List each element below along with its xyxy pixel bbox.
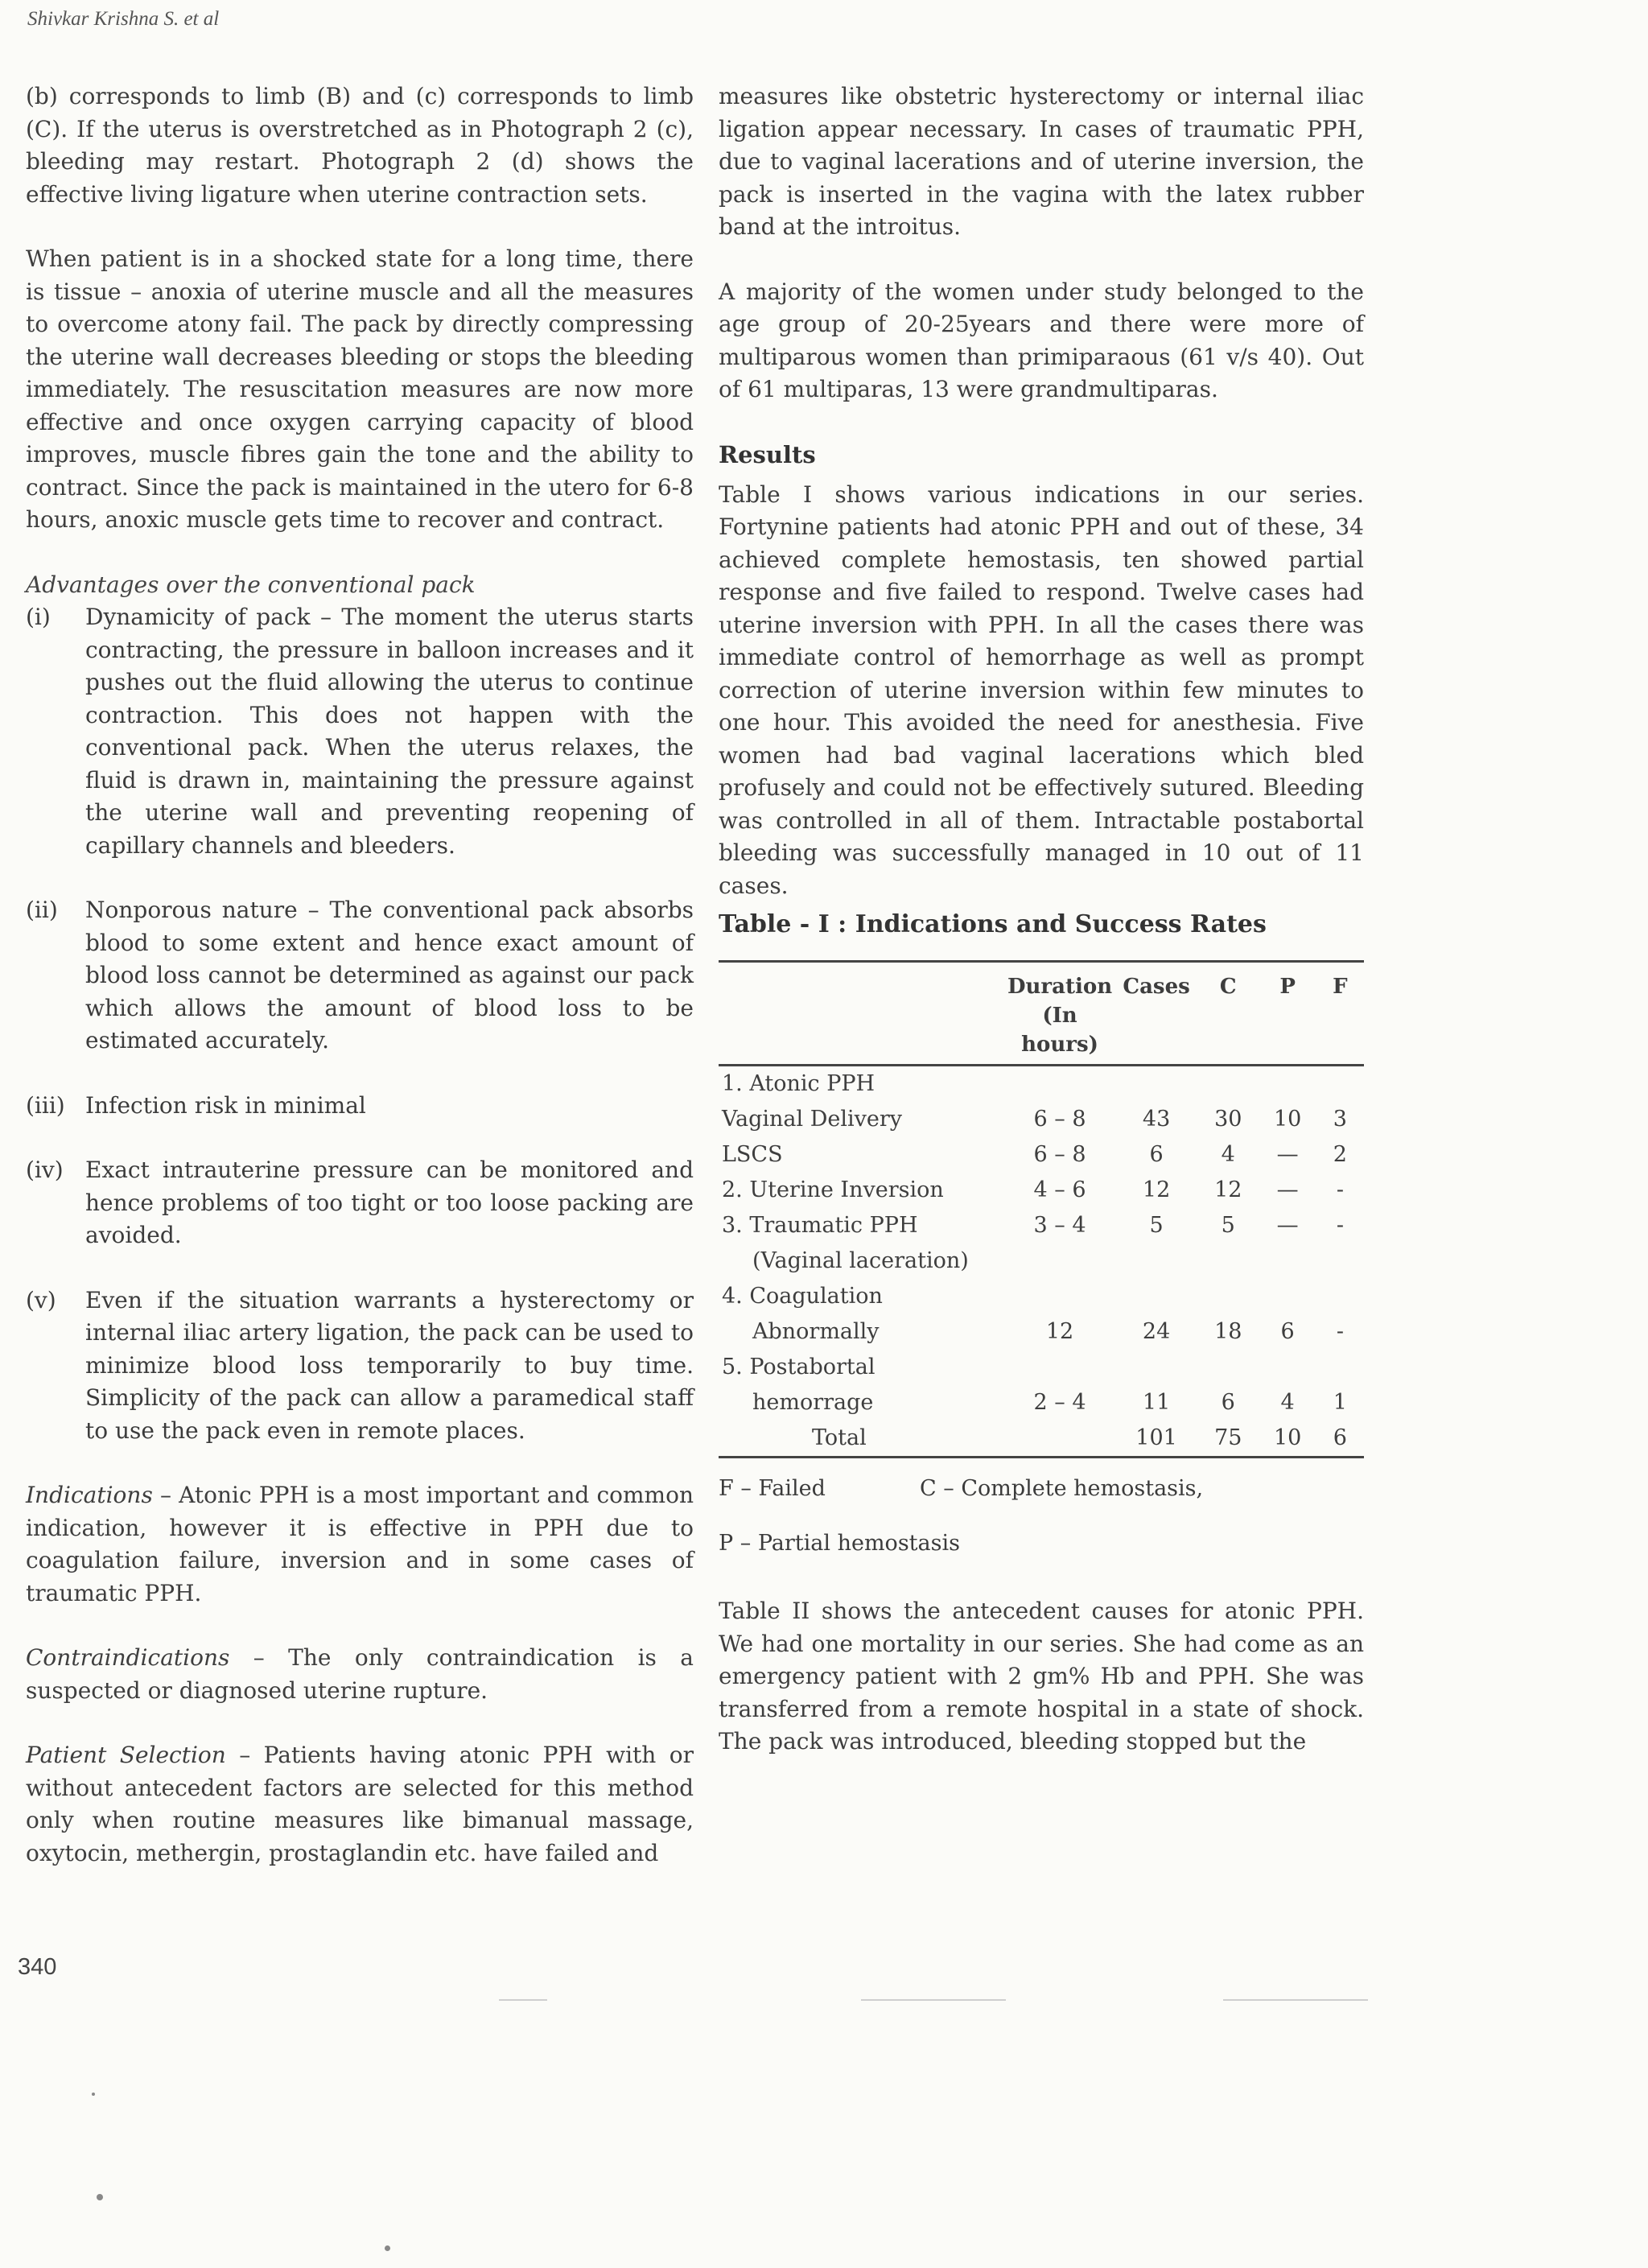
table-cell-duration: 2 – 4 — [1033, 1390, 1086, 1415]
list-text: Nonporous nature – The conventional pack absorbs blood to some extent and hence exact amount of blood loss cannot be determined as against our pack which allows the amount of blood loss to be estimated accurately. — [85, 897, 694, 1054]
list-number: (v) — [26, 1286, 56, 1313]
footer-rule — [499, 1999, 547, 2001]
table-cell-p: — — [1276, 1213, 1299, 1238]
legend-complete: C – Complete hemostasis, — [920, 1476, 1204, 1501]
table-cell-f: 6 — [1333, 1425, 1347, 1450]
table-cell-duration — [1004, 1243, 1115, 1279]
table-cell-label: Total — [812, 1425, 867, 1450]
indications-text: – Atonic PPH is a most important and common indication, however it is effective in PPH due to coagulation failure, inversion and in some cases of traumatic PPH. — [26, 1482, 694, 1606]
footer-rule — [1223, 1999, 1368, 2001]
header-p: P — [1259, 962, 1316, 1066]
table-cell-f — [1316, 1279, 1364, 1314]
table-cell-c — [1197, 1279, 1259, 1314]
table-cell-label: (Vaginal laceration) — [752, 1248, 969, 1273]
table-cell-cases: 5 — [1149, 1213, 1164, 1238]
table-cell-label: 3. Traumatic PPH — [722, 1213, 918, 1238]
list-item — [26, 1285, 694, 1448]
scan-speck — [97, 2194, 103, 2200]
table-cell-c: 12 — [1214, 1177, 1242, 1202]
legend-partial: P – Partial hemostasis — [719, 1531, 960, 1556]
table-cell-duration — [1004, 1279, 1115, 1314]
table-cell-duration: 3 – 4 — [1033, 1213, 1086, 1238]
table-header-row — [719, 962, 1364, 1066]
table-cell-f: 1 — [1333, 1390, 1347, 1415]
table-cell-duration — [1004, 1066, 1115, 1103]
table-cell-label: 5. Postabortal — [722, 1355, 876, 1379]
table-row — [719, 1279, 1364, 1314]
table-cell-p — [1259, 1066, 1316, 1103]
list-item — [26, 894, 694, 1058]
table-cell-c: 4 — [1221, 1142, 1235, 1167]
table-cell-label: Vaginal Delivery — [722, 1107, 903, 1132]
contraindications-text: – The only contraindication is a suspected or diagnosed uterine rupture. — [26, 1644, 694, 1704]
table-total-row — [719, 1421, 1364, 1458]
right-paragraph-last: Table II shows the antecedent causes for atonic PPH. We had one mortality in our series. She had come as an emergency patient with 2 gm% Hb and PPH. She was transferred from a remote hospital in a state of shock. The pack was introduced, bleeding stopped but the — [719, 1598, 1364, 1755]
right-column — [719, 80, 1364, 1759]
table-cell-cases: 12 — [1142, 1177, 1171, 1202]
table-cell-c — [1197, 1066, 1259, 1103]
list-item — [26, 1154, 694, 1252]
results-heading: Results — [719, 440, 816, 468]
left-paragraph-1: (b) corresponds to limb (B) and (c) corresponds to limb (C). If the uterus is overstretched as in Photograph 2 (c), bleeding may restart. Photograph 2 (d) shows the effective living ligature when uterine contraction sets. — [26, 83, 694, 208]
table-cell-f: - — [1336, 1177, 1344, 1202]
table-cell-cases: 101 — [1135, 1425, 1177, 1450]
advantages-heading: Advantages over the conventional pack — [26, 571, 476, 598]
list-item — [26, 1090, 694, 1123]
table-row — [719, 1243, 1364, 1279]
table-cell-p — [1259, 1279, 1316, 1314]
table-cell-p: 10 — [1273, 1425, 1302, 1450]
table-cell-c: 75 — [1214, 1425, 1242, 1450]
table-cell-p: — — [1276, 1142, 1299, 1167]
table-cell-duration — [1004, 1350, 1115, 1385]
header-indication — [719, 962, 1004, 1066]
table-cell-f: 2 — [1333, 1142, 1347, 1167]
table-row — [719, 1314, 1364, 1350]
table-cell-p: 4 — [1280, 1390, 1295, 1415]
table-cell-label: hemorrage — [752, 1390, 874, 1415]
table-row — [719, 1137, 1364, 1173]
table-cell-p — [1259, 1243, 1316, 1279]
table-cell-f: - — [1336, 1213, 1344, 1238]
table-row — [719, 1173, 1364, 1208]
table-row — [719, 1102, 1364, 1137]
left-column — [26, 80, 694, 1870]
patient-selection-paragraph — [26, 1739, 694, 1870]
advantages-list — [26, 601, 694, 1447]
header-cases: Cases — [1115, 962, 1197, 1066]
list-text: Dynamicity of pack – The moment the uterus starts contracting, the pressure in balloon increases and it pushes out the fluid allowing the uterus to continue contraction. This does not happen with the conventional pack. When the uterus relaxes, the fluid is drawn in, maintaining the pressure against the uterine wall and preventing reopening of capillary channels and bleeders. — [85, 604, 694, 859]
indications-paragraph — [26, 1479, 694, 1610]
table-cell-f: 3 — [1333, 1107, 1347, 1132]
table-body — [719, 1066, 1364, 1458]
table-row — [719, 1350, 1364, 1385]
header-c: C — [1197, 962, 1259, 1066]
table-row — [719, 1066, 1364, 1103]
page-number: 340 — [18, 1954, 57, 1980]
table-row — [719, 1208, 1364, 1243]
list-number: (ii) — [26, 897, 58, 923]
table-row — [719, 1385, 1364, 1421]
indications-table — [719, 960, 1364, 1458]
table-cell-c: 30 — [1214, 1107, 1242, 1132]
right-paragraph-2: A majority of the women under study belonged to the age group of 20-25years and there were more of multiparous women than primiparaous (61 v/s 40). Out of 61 multiparas, 13 were grandmultiparas. — [719, 278, 1364, 402]
footer-rule — [861, 1999, 1006, 2001]
table-cell-cases: 11 — [1142, 1390, 1171, 1415]
table-cell-c: 5 — [1221, 1213, 1235, 1238]
legend-failed: F – Failed — [719, 1476, 826, 1501]
patient-selection-label: Patient Selection — [26, 1742, 226, 1768]
table-cell-f — [1316, 1350, 1364, 1385]
header-duration-unit: (In hours) — [1021, 1004, 1098, 1057]
table-cell-c: 18 — [1214, 1319, 1242, 1344]
table-cell-p: — — [1276, 1177, 1299, 1202]
table-cell-duration: 6 – 8 — [1033, 1142, 1086, 1167]
table-cell-cases — [1115, 1350, 1197, 1385]
contraindications-label: Contraindications — [26, 1644, 230, 1671]
table-cell-c — [1197, 1243, 1259, 1279]
table-legend — [719, 1473, 1364, 1560]
table-cell-p — [1259, 1350, 1316, 1385]
table-title: Table - I : Indications and Success Rates — [719, 910, 1267, 938]
table-cell-c: 6 — [1221, 1390, 1235, 1415]
table-cell-duration: 6 – 8 — [1033, 1107, 1086, 1132]
table-cell-label: 4. Coagulation — [722, 1284, 883, 1309]
table-cell-cases — [1115, 1066, 1197, 1103]
table-cell-f — [1316, 1243, 1364, 1279]
running-head: Shivkar Krishna S. et al — [27, 8, 220, 30]
table-cell-duration: 4 – 6 — [1033, 1177, 1086, 1202]
list-number: (i) — [26, 604, 51, 630]
list-number: (iv) — [26, 1157, 64, 1183]
table-cell-cases — [1115, 1243, 1197, 1279]
table-cell-cases — [1115, 1279, 1197, 1314]
indications-label: Indications — [26, 1482, 153, 1508]
table-cell-c — [1197, 1350, 1259, 1385]
list-text: Even if the situation warrants a hysterectomy or internal iliac artery ligation, the pack can be used to minimize blood loss temporarily to buy time. Simplicity of the pack can allow a paramedical staff to use the pack even in remote places. — [85, 1286, 694, 1444]
results-paragraph: Table I shows various indications in our series. Fortynine patients had atonic PPH and out of these, 34 achieved complete hemostasis, ten showed partial response and five failed to respond. Twelve cases had uterine inversion with PPH. In all the cases there was immediate control of hemorrhage as well as prompt correction of uterine inversion within few minutes to one hour. This avoided the need for anesthesia. Five women had bad vaginal lacerations which bled profusely and could not be effectively sutured. Bleeding was controlled in all of them. Intractable postabortal bleeding was successfully managed in 10 out of 11 cases. — [719, 480, 1364, 899]
table-cell-label: LSCS — [722, 1142, 783, 1167]
table-cell-duration: 12 — [1045, 1319, 1074, 1344]
table-cell-p: 6 — [1280, 1319, 1295, 1344]
contraindications-paragraph — [26, 1642, 694, 1707]
list-text: Exact intrauterine pressure can be monitored and hence problems of too tight or too loose packing are avoided. — [85, 1157, 694, 1248]
table-cell-f: - — [1336, 1319, 1344, 1344]
scan-speck — [92, 2093, 95, 2096]
table-cell-cases: 6 — [1149, 1142, 1164, 1167]
right-paragraph-1: measures like obstetric hysterectomy or internal iliac ligation appear necessary. In cases of traumatic PPH, due to vaginal lacerations and of uterine inversion, the pack is inserted in the vagina with the latex rubber band at the introitus. — [719, 83, 1364, 240]
patient-selection-text: – Patients having atonic PPH with or without antecedent factors are selected for this method only when routine measures like bimanual massage, oxytocin, methergin, prostaglandin etc. have failed and — [26, 1742, 694, 1866]
list-number: (iii) — [26, 1091, 65, 1119]
header-f: F — [1316, 962, 1364, 1066]
table-cell-label: Abnormally — [752, 1319, 880, 1344]
table-cell-duration — [1004, 1421, 1115, 1458]
scan-speck — [385, 2245, 390, 2251]
table-cell-label: 1. Atonic PPH — [722, 1071, 876, 1096]
header-duration-label: Duration — [1007, 975, 1113, 999]
table-cell-cases: 43 — [1142, 1107, 1171, 1132]
table-cell-p: 10 — [1273, 1107, 1302, 1132]
table-cell-cases: 24 — [1142, 1319, 1171, 1344]
table-cell-label: 2. Uterine Inversion — [722, 1177, 944, 1202]
list-text: Infection risk in minimal — [85, 1091, 366, 1119]
header-duration — [1004, 962, 1115, 1066]
table-cell-f — [1316, 1066, 1364, 1103]
left-paragraph-2: When patient is in a shocked state for a long time, there is tissue – anoxia of uterine muscle and all the measures to overcome atony fail. The pack by directly compressing the uterine wall decreases bleeding or stops the bleeding immediately. The resuscitation measures are now more effective and once oxygen carrying capacity of blood improves, muscle fibres gain the tone and the ability to contract. Since the pack is maintained in the utero for 6-8 hours, anoxic muscle gets time to recover and contract. — [26, 245, 694, 533]
list-item — [26, 601, 694, 862]
